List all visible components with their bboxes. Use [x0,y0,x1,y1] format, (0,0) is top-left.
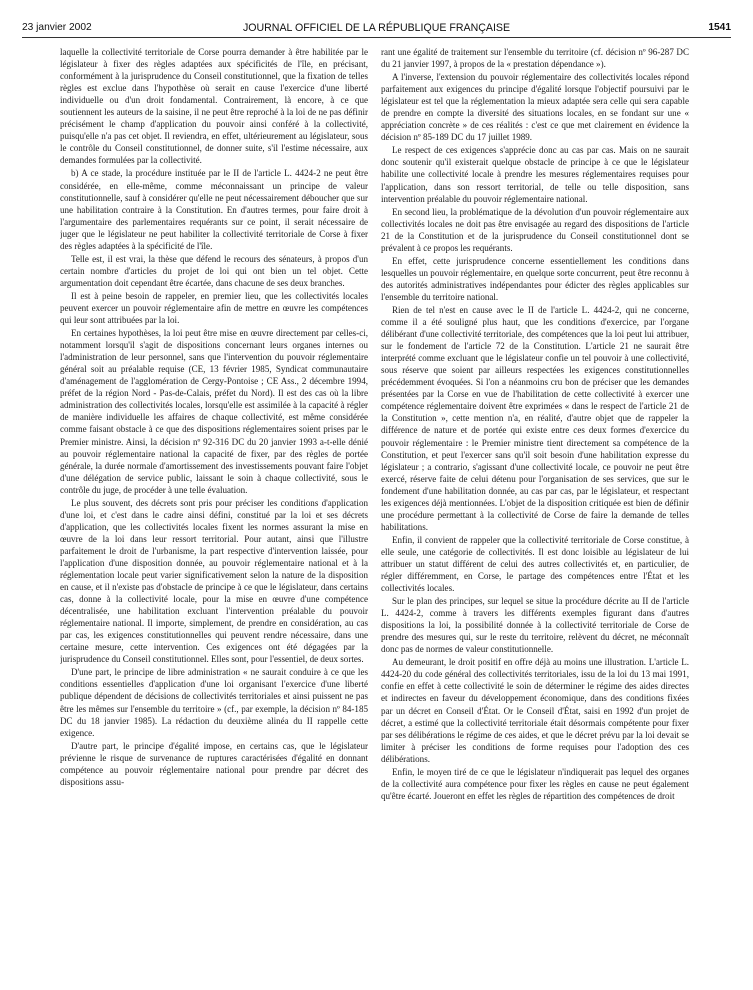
paragraph: Rien de tel n'est en cause avec le II de l'article L. 4424-2, qui ne concerne, comme il a été souligné plus haut, que les conditions d'exercice, par l'organe délibérant d'une collectivité territoriale, des compétences que la loi peut lui attribuer, sur le fondement de l'article 72 de la Constitution. L'article 21 ne saurait être interprété comme excluant que le législateur confie un tel pouvoir à une collectivité, sous réserve que soient par ailleurs respectées les exigences constitutionnelles précédemment évoquées. Si l'on a néanmoins cru bon de préciser que les demandes présentées par la Corse en vue de l'habilitation de cette collectivité à exercer une compétence réglementaire doivent être exprimées « dans le respect de l'article 21 de la Constitution », cette mention n'a, en réalité, d'autre objet que de rappeler la différence de nature et de portée qui existe entre ces deux formes d'exercice du pouvoir réglementaire : le Premier ministre tient directement sa compétence de la Constitution, et peut l'exercer sans qu'il soit besoin d'une habilitation expresse du législateur ; a contrario, s'agissant d'une collectivité locale, ce pouvoir ne peut être exercé, réserve faite de celui détenu pour l'organisation de ses services, que sur le fondement d'une habilitation donnée, au cas par cas, par le législateur, et respectant les exigences déjà mentionnées. L'objet de la disposition critiquée est bien de définir une procédure permettant à la collectivité de Corse de faire la demande de telles habilitations. [381,304,689,532]
paragraph: A l'inverse, l'extension du pouvoir réglementaire des collectivités locales répond parfaitement aux exigences du principe d'égalité lorsque l'objectif poursuivi par le législateur est tel que la réglementation la mieux adaptée sera celle qui sera capable de prendre en compte la diversité des situations locales, en se fondant sur une « appréciation concrète » de ces réalités : c'est ce que met clairement en évidence la décision nº 85-189 DC du 17 juillet 1989. [381,72,689,143]
header-date: 23 janvier 2002 [22,22,92,33]
header-rule [22,37,731,38]
paragraph: Enfin, le moyen tiré de ce que le législateur n'indiquerait pas lequel des organes de la collectivité aura compétence pour fixer les règles en cause ne peut également qu'être écarté. Joueront en effet les règles de répartition des compétences de droit [381,766,689,801]
paragraph: En certaines hypothèses, la loi peut être mise en œuvre directement par celles-ci, notamment lorsqu'il s'agit de dispositions concernant leurs organes internes ou l'administration de leur personnel, sans que l'intervention du pouvoir réglementaire général soit au préalable requise (CE, 13 février 1985, Syndicat communautaire d'aménagement de l'agglomération de Cergy-Pontoise ; CE Ass., 2 décembre 1994, préfet de la région Nord - Pas-de-Calais, préfet du Nord). Il est des cas où la libre administration des collectivités locales, lorsqu'elle est assimilée à la capacité à régler de manière individuelle les affaires de chaque collectivité, est même considérée comme faisant obstacle à ce que des dispositions réglementaires soient prises par le Premier ministre. Ainsi, la décision nº 92-316 DC du 20 janvier 1993 a-t-elle dénié au pouvoir réglementaire national la capacité de fixer, par des règles de portée générale, la durée normale d'amortissement des investissements pouvant faire l'objet d'une délégation de service public, laissant le soin à chaque collectivité, sous le contrôle du juge, de procéder à une telle évaluation. [60,328,368,495]
paragraph: D'autre part, le principe d'égalité impose, en certains cas, que le législateur prévienne le risque de survenance de ruptures caractérisées d'égalité en donnant compétence au pouvoir réglementaire national pour prendre par décret des dispositions assu- [60,740,368,787]
paragraph: rant une égalité de traitement sur l'ensemble du territoire (cf. décision nº 96-287 DC du 21 janvier 1997, à propos de la « prestation dépendance »). [381,47,689,70]
paragraph: En effet, cette jurisprudence concerne essentiellement les conditions dans lesquelles un pouvoir réglementaire, en quelque sorte concurrent, peut être reconnu à des autorités administratives indépendantes pour édicter des règles applicables sur l'ensemble du territoire national. [381,255,689,302]
paragraph: laquelle la collectivité territoriale de Corse pourra demander à être habilitée par le législateur à fixer des règles adaptées aux spécificités de l'île, en précisant, conformément à la jurisprudence du Conseil constitutionnel, que la fixation de telles règles est exclue dans l'hypothèse où serait en cause l'exercice d'une liberté individuelle ou d'un droit fondamental. Contrairement, là encore, à ce que soutiennent les auteurs de la saisine, il ne peut être reproché à la loi de ne pas définir précisément le champ d'application du pouvoir ainsi conféré à la collectivité, puisqu'elle n'a pas cet objet. Il reviendra, en effet, ultérieurement au législateur, sous le contrôle du Conseil constitutionnel, de donner suite, s'il l'estime nécessaire, aux demandes formulées par la collectivité. [60,47,368,166]
paragraph: D'une part, le principe de libre administration « ne saurait conduire à ce que les conditions essentielles d'application d'une loi organisant l'exercice d'une liberté publique dépendent de décisions de collectivités territoriales et ainsi puissent ne pas être les mêmes sur l'ensemble du territoire » (cf., par exemple, la décision nº 84-185 DC du 18 janvier 1985). La rédaction du deuxième alinéa du II rappelle cette exigence. [60,667,368,738]
paragraph: Sur le plan des principes, sur lequel se situe la procédure décrite au II de l'article L. 4424-2, comme à travers les différents exemples figurant dans d'autres dispositions la loi, la possibilité donnée à la collectivité territoriale de Corse de prendre des mesures qui, sur le reste du territoire, relèvent du décret, ne méconnaît donc pas de normes de valeur constitutionnelle. [381,596,689,655]
left-column [60,46,368,981]
header-title: JOURNAL OFFICIEL DE LA RÉPUBLIQUE FRANÇAISE [242,22,511,34]
right-column [381,46,689,981]
paragraph: Au demeurant, le droit positif en offre déjà au moins une illustration. L'article L. 4424-20 du code général des collectivités territoriales, issu de la loi du 13 mai 1991, confie en effet à cette collectivité le soin de déterminer le régime des aides directes et indirectes en faveur du développement économique, dans des conditions fixées par un décret en Conseil d'État. Or le Conseil d'État, saisi en 1992 d'un projet de décret, a estimé que la collectivité territoriale était désormais compétente pour fixer par ses délibérations le régime de ces aides, et que le décret prévu par la loi devait se limiter à préciser les conditions de forme requises pour l'adoption des ces délibérations. [381,657,689,764]
paragraph: Enfin, il convient de rappeler que la collectivité territoriale de Corse constitue, à elle seule, une catégorie de collectivités. Il est donc loisible au législateur de lui attribuer un statut différent de celui des autres collectivités et, en particulier, de régler différemment, en Corse, le partage des compétences entre l'État et les collectivités locales. [381,534,689,594]
paragraph: En second lieu, la problématique de la dévolution d'un pouvoir réglementaire aux collectivités locales ne doit pas être envisagée au regard des dispositions de l'article 21 de la Constitution et de la jurisprudence du Conseil constitutionnel dont se prévalent à ce propos les requérants. [381,206,689,253]
running-header [22,22,731,36]
page-number: 1541 [708,22,731,33]
paragraph: Le plus souvent, des décrets sont pris pour préciser les conditions d'application d'une loi, et c'est dans le cadre ainsi défini, constitué par la loi et ses décrets d'application, que les collectivités locales fixent les normes assurant la mise en œuvre de la loi dans leur ressort territorial. Pour autant, ainsi que l'illustre parfaitement le droit de l'urbanisme, la part respective d'intervention laissée, pour l'application d'une disposition donnée, au pouvoir réglementaire national et à la réglementation locale peut varier significativement selon la nature de la disposition en cause, et il n'existe pas d'obstacle de principe à ce que le législateur, dans certains cas, donne à la collectivité locale, pour la mise en œuvre d'une compétence décentralisée, une habilitation excluant l'intervention préalable du pouvoir réglementaire national. Il importe, simplement, de prendre en considération, au cas par cas, les exigences constitutionnelles qui peuvent rendre nécessaire, dans une certaine mesure, cette intervention. Ces exigences ont été dégagées par la jurisprudence du Conseil constitutionnel. Elles sont, pour l'essentiel, de deux sortes. [60,497,368,665]
paragraph: Telle est, il est vrai, la thèse que défend le recours des sénateurs, à propos d'un certain nombre d'articles du projet de loi qui ont bien un tel objet. Cette argumentation doit cependant être écartée, dans chacune de ses deux branches. [60,253,368,288]
paragraph: Il est à peine besoin de rappeler, en premier lieu, que les collectivités locales peuvent exercer un pouvoir réglementaire afin de mettre en œuvre les compétences qui leur sont attribuées par la loi. [60,290,368,326]
paragraph: Le respect de ces exigences s'apprécie donc au cas par cas. Mais on ne saurait donc soutenir qu'il existerait quelque obstacle de principe à ce que le législateur habilite une collectivité locale à prendre les mesures réglementaires requises pour l'application, dans son ressort territorial, de telle ou telle disposition, sans intervention préalable du pouvoir réglementaire national. [381,145,689,204]
paragraph: b) A ce stade, la procédure instituée par le II de l'article L. 4424-2 ne peut être considérée, en elle-même, comme méconnaissant un principe de valeur constitutionnelle, sauf à considérer qu'elle ne peut nécessairement déboucher que sur une habilitation contraire à la Constitution. En d'autres termes, pour faire droit à l'argumentaire des parlementaires requérants sur ce point, il serait nécessaire de juger que le législateur ne peut habiliter la collectivité territoriale de Corse à fixer des règles adaptées à la spécificité de l'île. [60,168,368,251]
